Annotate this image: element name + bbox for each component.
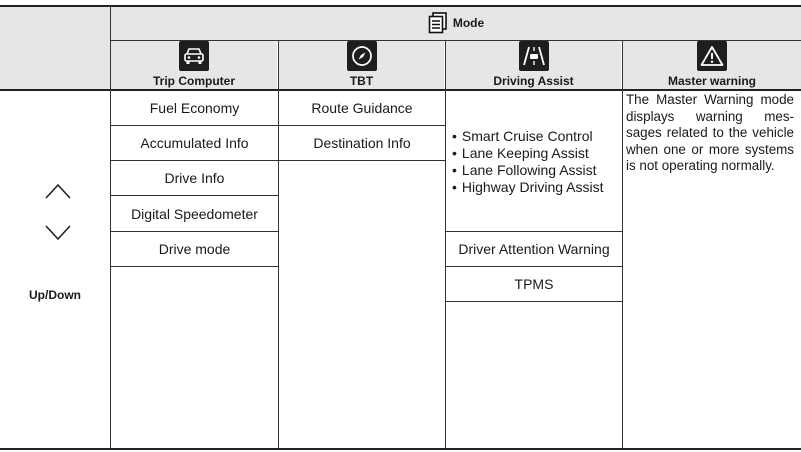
lane-road-icon [519, 41, 549, 71]
chevron-up-icon [44, 182, 72, 200]
header-corner-cell [0, 6, 110, 90]
chevron-down-icon [44, 224, 72, 242]
list-item: • Lane Following Assist [452, 162, 620, 179]
master-warning-description: The Master Warning mode displays warning mes-sages related to the vehicle when one or more systems is not operating normally. [626, 92, 794, 173]
top-border [0, 5, 801, 7]
column-label-master-warning: Master warning [667, 74, 757, 88]
up-down-label: Up/Down [29, 288, 81, 302]
assist-item-driver-attention-warning: Driver Attention Warning [458, 241, 610, 257]
trip-item-fuel-economy: Fuel Economy [149, 99, 240, 116]
divider-assist-warning [622, 41, 623, 449]
row-separator [111, 266, 278, 267]
list-item: • Highway Driving Assist [452, 179, 620, 196]
warning-triangle-icon [697, 41, 727, 71]
row-separator [446, 301, 622, 302]
list-item: • Lane Keeping Assist [452, 145, 620, 162]
assist-item-tpms: TPMS [514, 276, 554, 292]
car-front-icon [179, 41, 209, 71]
column-label-tbt: TBT [349, 74, 374, 88]
column-label-trip-computer: Trip Computer [152, 74, 235, 88]
compass-icon [347, 41, 377, 71]
tbt-item-route-guidance: Route Guidance [311, 99, 413, 116]
header-master-warning [623, 41, 801, 90]
tbt-item-destination-info: Destination Info [313, 135, 411, 151]
mode-label: Mode [452, 16, 485, 30]
row-separator [279, 160, 445, 161]
mode-divider [111, 40, 801, 41]
trip-item-drive-mode: Drive mode [158, 241, 231, 257]
column-label-driving-assist: Driving Assist [493, 74, 574, 88]
trip-item-digital-speedometer: Digital Speedometer [131, 205, 258, 222]
header-trip-computer [111, 41, 277, 90]
mode-header [111, 6, 801, 40]
header-tbt [279, 41, 444, 90]
document-stack-icon [428, 12, 448, 34]
header-driving-assist [446, 41, 621, 90]
bottom-border [0, 448, 801, 450]
driving-assist-list [452, 128, 620, 196]
trip-item-drive-info: Drive Info [164, 170, 225, 186]
trip-item-accumulated-info: Accumulated Info [140, 135, 249, 151]
list-item: • Smart Cruise Control [452, 128, 620, 145]
